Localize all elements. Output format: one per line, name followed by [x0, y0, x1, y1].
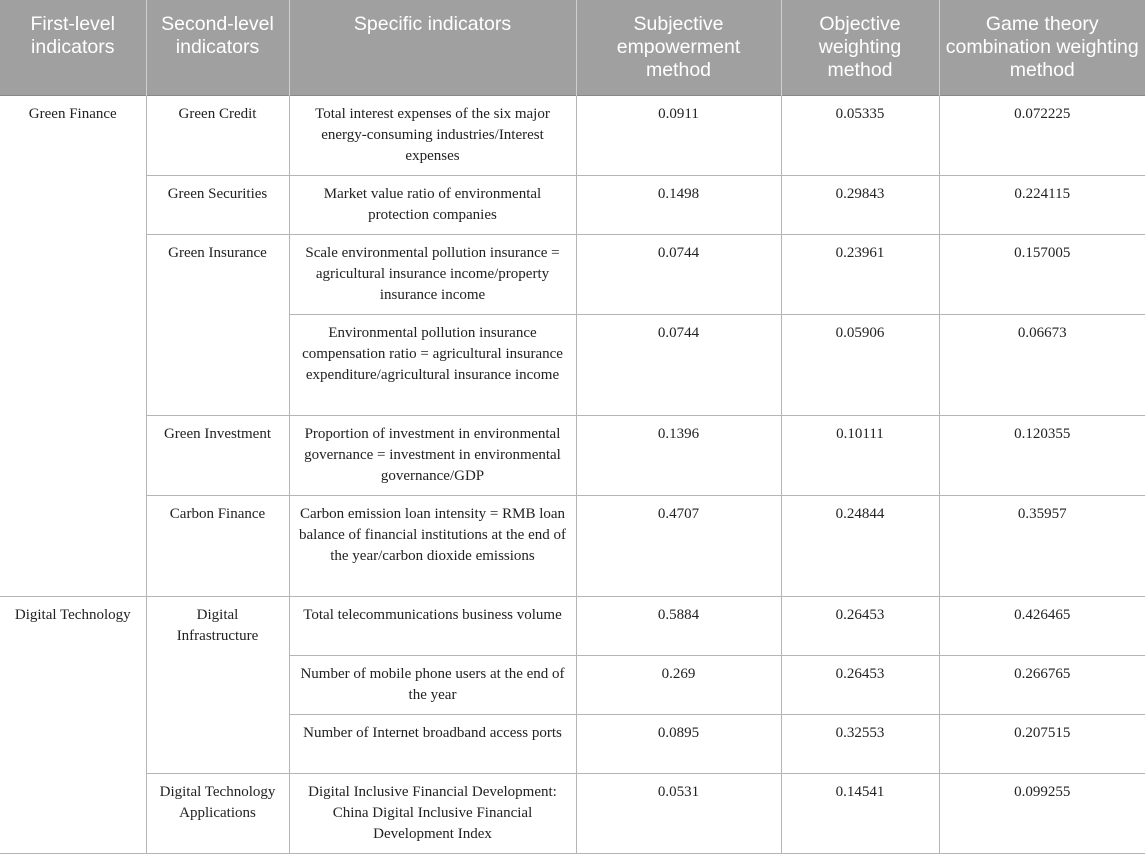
table-row	[0, 496, 1145, 597]
objective-cell: 0.10111	[781, 416, 939, 496]
group-digital-technology: Digital Technology	[0, 597, 146, 854]
objective-cell: 0.32553	[781, 715, 939, 774]
subjective-cell: 0.0531	[576, 774, 781, 854]
game-cell: 0.06673	[939, 315, 1145, 416]
game-cell: 0.120355	[939, 416, 1145, 496]
specific-cell: Number of Internet broadband access ports	[289, 715, 576, 774]
header-second-level: Second-level indicators	[146, 0, 289, 96]
header-row	[0, 0, 1145, 96]
game-cell: 0.224115	[939, 176, 1145, 235]
specific-cell: Total interest expenses of the six major energy-consuming industries/Interest expenses	[289, 96, 576, 176]
subjective-cell: 0.1396	[576, 416, 781, 496]
table-row	[0, 176, 1145, 235]
game-cell: 0.072225	[939, 96, 1145, 176]
table-row	[0, 96, 1145, 176]
group-green-finance: Green Finance	[0, 96, 146, 597]
game-cell: 0.266765	[939, 656, 1145, 715]
objective-cell: 0.24844	[781, 496, 939, 597]
second-digital-tech-applications: Digital Technology Applications	[146, 774, 289, 854]
game-cell: 0.099255	[939, 774, 1145, 854]
header-game-theory: Game theory combination weighting method	[939, 0, 1145, 96]
game-cell: 0.426465	[939, 597, 1145, 656]
specific-cell: Total telecommunications business volume	[289, 597, 576, 656]
header-objective: Objective weighting method	[781, 0, 939, 96]
second-green-securities: Green Securities	[146, 176, 289, 235]
specific-cell: Digital Inclusive Financial Development: China Digital Inclusive Financial Development Index	[289, 774, 576, 854]
specific-cell: Market value ratio of environmental protection companies	[289, 176, 576, 235]
table-row	[0, 416, 1145, 496]
specific-cell: Environmental pollution insurance compensation ratio = agricultural insurance expenditure/agricultural insurance income	[289, 315, 576, 416]
objective-cell: 0.26453	[781, 656, 939, 715]
specific-cell: Proportion of investment in environmental governance = investment in environmental governance/GDP	[289, 416, 576, 496]
objective-cell: 0.05335	[781, 96, 939, 176]
subjective-cell: 0.4707	[576, 496, 781, 597]
subjective-cell: 0.5884	[576, 597, 781, 656]
subjective-cell: 0.0744	[576, 315, 781, 416]
header-subjective: Subjective empowerment method	[576, 0, 781, 96]
second-digital-infrastructure: Digital Infrastructure	[146, 597, 289, 774]
table-row	[0, 235, 1145, 315]
game-cell: 0.207515	[939, 715, 1145, 774]
objective-cell: 0.26453	[781, 597, 939, 656]
specific-cell: Number of mobile phone users at the end of the year	[289, 656, 576, 715]
subjective-cell: 0.269	[576, 656, 781, 715]
objective-cell: 0.05906	[781, 315, 939, 416]
table-row	[0, 597, 1145, 656]
game-cell: 0.35957	[939, 496, 1145, 597]
specific-cell: Scale environmental pollution insurance = agricultural insurance income/property insurance income	[289, 235, 576, 315]
subjective-cell: 0.0895	[576, 715, 781, 774]
header-specific: Specific indicators	[289, 0, 576, 96]
objective-cell: 0.14541	[781, 774, 939, 854]
subjective-cell: 0.0744	[576, 235, 781, 315]
subjective-cell: 0.0911	[576, 96, 781, 176]
second-green-investment: Green Investment	[146, 416, 289, 496]
table-header	[0, 0, 1145, 96]
objective-cell: 0.29843	[781, 176, 939, 235]
subjective-cell: 0.1498	[576, 176, 781, 235]
second-green-credit: Green Credit	[146, 96, 289, 176]
objective-cell: 0.23961	[781, 235, 939, 315]
table-row	[0, 774, 1145, 854]
second-carbon-finance: Carbon Finance	[146, 496, 289, 597]
specific-cell: Carbon emission loan intensity = RMB loan balance of financial institutions at the end of the year/carbon dioxide emissions	[289, 496, 576, 597]
table-body	[0, 96, 1145, 854]
header-first-level: First-level indicators	[0, 0, 146, 96]
second-green-insurance: Green Insurance	[146, 235, 289, 416]
game-cell: 0.157005	[939, 235, 1145, 315]
